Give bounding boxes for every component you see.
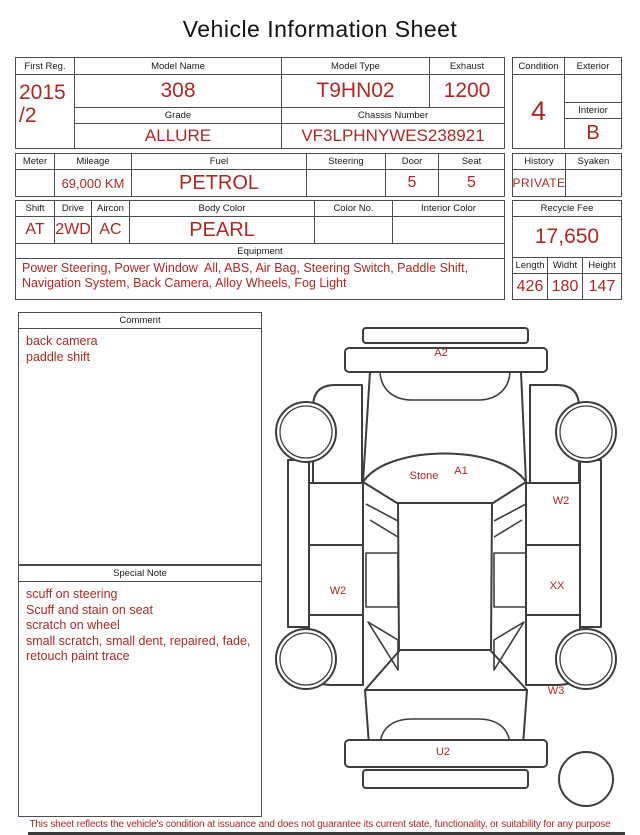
shift-value: AT	[16, 217, 55, 244]
recycle-fee-table	[512, 200, 622, 300]
color-no-value	[315, 217, 393, 244]
body-color-label: Body Color	[130, 201, 315, 217]
fuel-label: Fuel	[132, 154, 307, 170]
diagram-label-w2-left-rear: W2	[329, 585, 347, 597]
car-damage-diagram	[268, 312, 640, 817]
history-label: History	[513, 154, 566, 170]
diagram-label-u2: U2	[435, 746, 451, 758]
steering-label: Steering	[307, 154, 386, 170]
bottom-edge-bar	[28, 832, 625, 835]
meter-value	[16, 170, 55, 196]
interior-color-value	[393, 217, 504, 244]
car-outline-drawing	[268, 312, 640, 817]
height-label: Height	[583, 258, 621, 274]
syaken-value	[566, 170, 621, 196]
recycle-fee-value: 17,650	[513, 217, 621, 258]
exterior-label: Exterior	[565, 58, 621, 75]
chassis-number-value: VF3LPHNYWES238921	[301, 126, 485, 145]
width-value: 180	[548, 274, 583, 299]
shift-equipment-table	[15, 200, 505, 300]
comment-box	[18, 312, 262, 565]
color-no-label: Color No.	[315, 201, 393, 217]
recycle-fee-label: Recycle Fee	[513, 201, 621, 217]
first-reg-value	[16, 75, 75, 148]
mileage-label: Mileage	[55, 154, 132, 170]
special-note-box	[18, 565, 262, 817]
grade-label: Grade	[75, 108, 282, 124]
diagram-label-xx: XX	[549, 580, 565, 592]
seat-label: Seat	[439, 154, 504, 170]
diagram-label-w3: W3	[547, 685, 565, 697]
shift-label: Shift	[16, 201, 55, 217]
body-color-value: PEARL	[130, 217, 315, 244]
seat-value: 5	[467, 174, 476, 191]
interior-label: Interior	[565, 103, 621, 119]
aircon-label: Aircon	[92, 201, 130, 217]
door-value: 5	[386, 170, 439, 196]
disclaimer-footer: This sheet reflects the vehicle's condition at issuance and does not guarantee its current state, functionality, or suitability for any purpose	[29, 819, 611, 830]
condition-label: Condition	[513, 58, 565, 75]
first-reg-month: /2	[19, 104, 37, 127]
diagram-label-a2: A2	[434, 347, 448, 359]
chassis-number-label: Chassis Number	[282, 108, 504, 124]
fuel-value: PETROL	[132, 170, 307, 196]
history-table	[512, 153, 622, 197]
equipment-label: Equipment	[16, 244, 504, 259]
model-type-label: Model Type	[282, 58, 430, 75]
comment-label: Comment	[19, 313, 261, 329]
length-value: 426	[513, 274, 548, 299]
exhaust-value: 1200	[430, 75, 504, 108]
condition-value: 4	[513, 75, 565, 148]
exhaust-label: Exhaust	[430, 58, 504, 75]
meter-label: Meter	[16, 154, 55, 170]
grade-value: ALLURE	[75, 124, 282, 148]
diagram-label-stone: Stone	[409, 470, 439, 482]
interior-value: B	[586, 122, 600, 144]
exterior-value	[565, 75, 621, 103]
comment-content	[19, 329, 261, 564]
interior-color-label: Interior Color	[393, 201, 504, 217]
length-label: Length	[513, 258, 548, 274]
special-note-line: small scratch, small dent, repaired, fade, retouch paint trace	[26, 633, 254, 663]
height-value: 147	[588, 277, 616, 295]
page-title: Vehicle Information Sheet	[182, 16, 458, 42]
drive-label: Drive	[55, 201, 92, 217]
special-note-label: Special Note	[19, 566, 261, 582]
model-info-table	[15, 57, 505, 149]
special-note-content	[19, 582, 261, 816]
steering-value	[307, 170, 386, 196]
special-note-line: scratch on wheel	[26, 618, 120, 632]
drive-value: 2WD	[55, 217, 92, 244]
condition-table	[512, 57, 622, 149]
comment-line: back camera	[26, 334, 98, 348]
model-type-value: T9HN02	[282, 75, 430, 108]
door-label: Door	[386, 154, 439, 170]
model-name-value: 308	[75, 75, 282, 108]
equipment-value: Power Steering, Power Window All, ABS, Air Bag, Steering Switch, Paddle Shift, Navigation System, Back Camera, Alloy Wheels, Fog Light	[22, 261, 472, 290]
first-reg-label: First Reg.	[16, 58, 75, 75]
diagram-label-w2-right-front: W2	[552, 495, 570, 507]
model-name-label: Model Name	[75, 58, 282, 75]
history-value: PRIVATE	[513, 170, 566, 196]
comment-line: paddle shift	[26, 349, 90, 364]
first-reg-year: 2015	[19, 81, 66, 104]
width-label: Widht	[548, 258, 583, 274]
special-note-line: scuff on steering	[26, 587, 118, 601]
diagram-label-a1: A1	[454, 465, 468, 477]
syaken-label: Syaken	[566, 154, 621, 170]
aircon-value: AC	[92, 217, 130, 244]
meter-row-table	[15, 153, 505, 197]
mileage-value: 69,000 KM	[55, 170, 132, 196]
special-note-line: Scuff and stain on seat	[26, 602, 153, 617]
